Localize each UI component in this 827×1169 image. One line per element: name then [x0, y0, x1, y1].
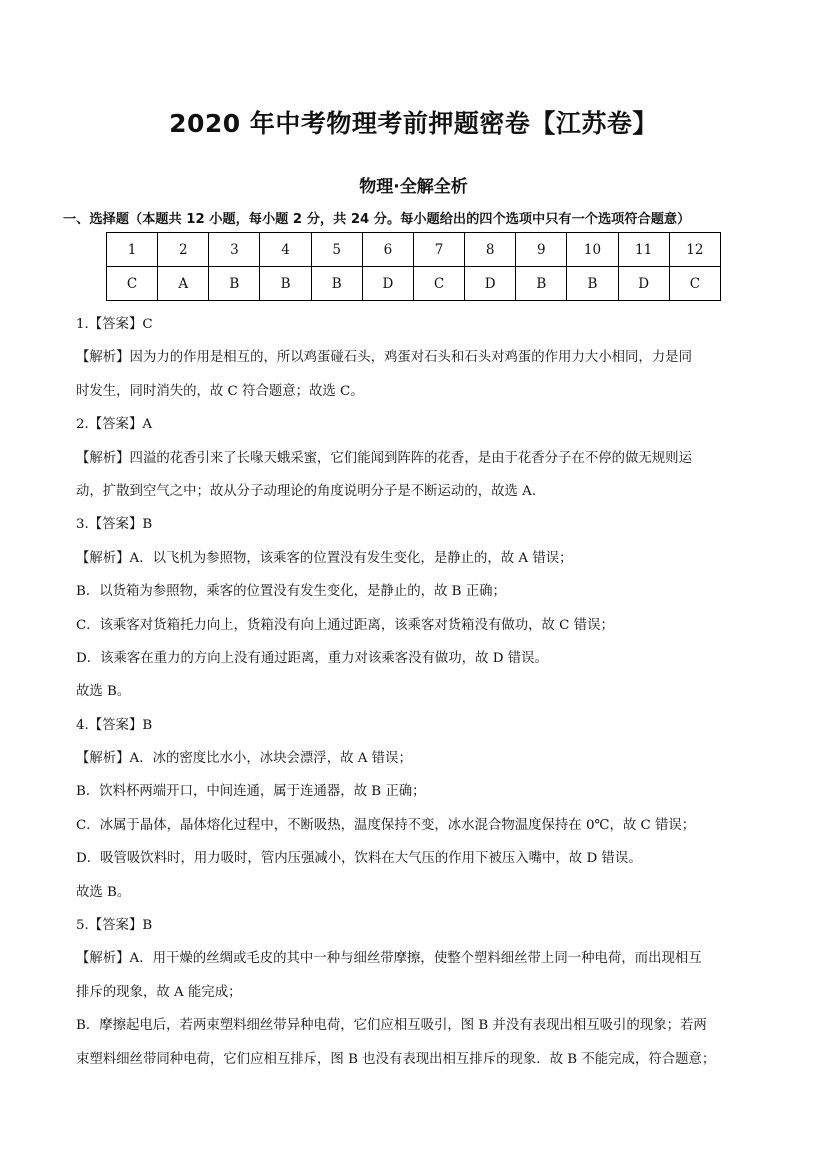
question-number-cell: 5: [311, 233, 362, 267]
answer-line-q1: 1.【答案】C: [76, 317, 153, 332]
answer-cell: D: [465, 267, 516, 301]
analysis-line: 【解析】四溢的花香引来了长喙天蛾采蜜，它们能闻到阵阵的花香，是由于花香分子在不停的做无规则运: [76, 450, 692, 466]
analysis-line: B．饮料杯两端开口，中间连通，属于连通器，故 B 正确；: [76, 784, 426, 800]
analysis-line: 时发生，同时消失的，故 C 符合题意；故选 C。: [76, 383, 364, 399]
answer-line-q4: 4.【答案】B: [76, 717, 153, 733]
analysis-line: B．摩擦起电后，若两束塑料细丝带异种电荷，它们应相互吸引，图 B 并没有表现出相互吸引的现象；若两: [76, 1018, 707, 1034]
answer-cell: C: [669, 267, 720, 301]
answer-cell: C: [413, 267, 464, 301]
answer-table: [106, 232, 721, 301]
question-number-cell: 2: [158, 233, 209, 267]
analysis-line: C．冰属于晶体，晶体熔化过程中，不断吸热，温度保持不变，冰水混合物温度保持在 0℃，故 C 错误；: [76, 817, 696, 833]
analysis-line: 【解析】A．用干燥的丝绸或毛皮的其中一种与细丝带摩擦，使整个塑料细丝带上同一种电荷，而出现相互: [76, 951, 702, 967]
answer-table-answer-row: [107, 267, 721, 301]
answer-line-q2: 2.【答案】A: [76, 417, 153, 433]
page-subtitle: 物理·全解全析: [359, 177, 468, 197]
analysis-line: D．该乘客在重力的方向上没有通过距离，重力对该乘客没有做功，故 D 错误。: [76, 650, 548, 666]
answer-cell: A: [158, 267, 209, 301]
answer-cell: C: [107, 267, 158, 301]
question-number-cell: 1: [107, 233, 158, 267]
answer-table-number-row: [107, 233, 721, 267]
solution-body: [76, 308, 748, 1076]
answer-cell: B: [260, 267, 311, 301]
analysis-line: 动，扩散到空气之中；故从分子动理论的角度说明分子是不断运动的，故选 A.: [76, 483, 537, 499]
question-number-cell: 7: [413, 233, 464, 267]
analysis-line: D．吸管吸饮料时，用力吸时，管内压强减小，饮料在大气压的作用下被压入嘴中，故 D 错误。: [76, 851, 642, 867]
answer-cell: B: [516, 267, 567, 301]
section-heading: 一、选择题（本题共 12 小题，每小题 2 分，共 24 分。每小题给出的四个选项中只有一个选项符合题意）: [63, 212, 691, 227]
answer-cell: B: [209, 267, 260, 301]
question-number-cell: 12: [669, 233, 720, 267]
question-number-cell: 9: [516, 233, 567, 267]
question-number-cell: 11: [618, 233, 669, 267]
analysis-line: C．该乘客对货箱托力向上，货箱没有向上通过距离，该乘客对货箱没有做功，故 C 错误；: [76, 617, 614, 633]
analysis-line: 排斥的现象，故 A 能完成；: [76, 984, 242, 1000]
analysis-line: 【解析】A．冰的密度比水小，冰块会漂浮，故 A 错误；: [76, 751, 412, 767]
question-number-cell: 4: [260, 233, 311, 267]
conclusion-line: 故选 B。: [76, 684, 131, 700]
analysis-line: B．以货箱为参照物，乘客的位置没有发生变化，是静止的，故 B 正确；: [76, 584, 506, 600]
analysis-line: 束塑料细丝带同种电荷，它们应相互排斥，图 B 也没有表现出相互排斥的现象．故 B 不能完成，符合题意；: [76, 1051, 716, 1067]
answer-cell: D: [362, 267, 413, 301]
answer-line-q5: 5.【答案】B: [76, 918, 153, 934]
analysis-line: 【解析】因为力的作用是相互的，所以鸡蛋碰石头，鸡蛋对石头和石头对鸡蛋的作用力大小相同，力是同: [76, 350, 692, 366]
question-number-cell: 6: [362, 233, 413, 267]
question-number-cell: 3: [209, 233, 260, 267]
conclusion-line: 故选 B。: [76, 884, 131, 900]
page-title: 2020 年中考物理考前押题密卷【江苏卷】: [169, 109, 658, 138]
question-number-cell: 10: [567, 233, 618, 267]
answer-cell: B: [567, 267, 618, 301]
question-number-cell: 8: [465, 233, 516, 267]
answer-cell: B: [311, 267, 362, 301]
answer-line-q3: 3.【答案】B: [76, 517, 153, 533]
analysis-line: 【解析】A．以飞机为参照物，该乘客的位置没有发生变化，是静止的，故 A 错误；: [76, 550, 573, 566]
answer-cell: D: [618, 267, 669, 301]
